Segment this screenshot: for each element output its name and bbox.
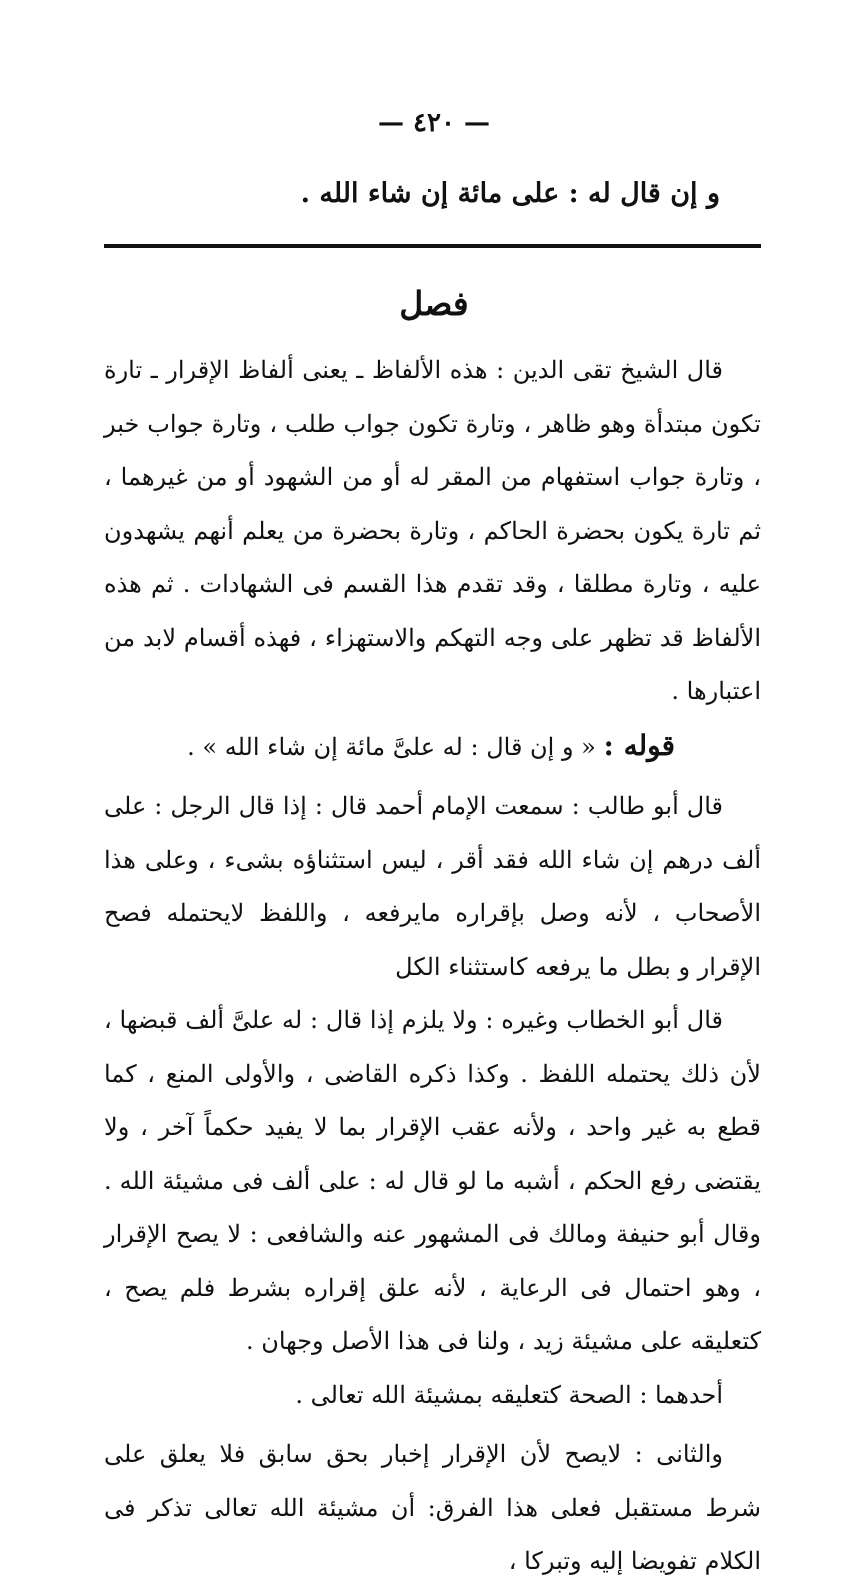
section-heading: فصل <box>399 284 469 323</box>
paragraph-2 <box>104 719 761 775</box>
section-divider <box>104 244 761 248</box>
paragraph-6: والثانى : لايصح لأن الإقرار إخبار بحق سابق فلا يعلق على شرط مستقبل فعلى هذا الفرق: أن مشيئة الله تعالى تذكر فى الكلام تفويضا إليه وتبركا ، <box>104 1440 762 1575</box>
body-text <box>104 344 761 1589</box>
qawl-label: قوله : <box>603 728 675 762</box>
paragraph-3: قال أبو طالب : سمعت الإمام أحمد قال : إذا قال الرجل : على ألف درهم إن شاء الله فقد أقر ، ليس استثناؤه بشىء ، وعلى هذا الأصحاب ، لأنه وصل بإقراره مايرفعه ، واللفظ لايحتمله فصح الإقرار و بطل ما يرفعه كاستثناء الكل <box>104 792 762 981</box>
paragraph-4: قال أبو الخطاب وغيره : ولا يلزم إذا قال : له علىَّ ألف قبضها ، لأن ذلك يحتمله اللفظ . وكذا ذكره القاضى ، والأولى المنع ، كما قطع به غير واحد ، ولأنه عقب الإقرار بما لا يفيد حكماً آخر ، ولا يقتضى رفع الحكم ، أشبه ما لو قال له : على ألف فى مشيئة الله . وقال أبو حنيفة ومالك فى المشهور عنه والشافعى : لا يصح الإقرار ، وهو احتمال فى الرعاية ، لأنه علق إقراره بشرط فلم يصح ، كتعليقه على مشيئة زيد ، ولنا فى هذا الأصل وجهان . <box>104 1006 761 1355</box>
paragraph-5: أحدهما : الصحة كتعليقه بمشيئة الله تعالى . <box>295 1380 723 1409</box>
page-number: — ٤٢٠ — <box>377 108 491 138</box>
quoted-text: « و إن قال : له علىَّ مائة إن شاء الله » . <box>187 732 596 761</box>
paragraph-1: قال الشيخ تقى الدين : هذه الألفاظ ـ يعنى ألفاظ الإقرار ـ تارة تكون مبتدأة وهو ظاهر ، وتارة تكون جواب طلب ، وتارة جواب خبر ، وتارة جواب استفهام من المقر له أو من الشهود أو من غيرهما ، ثم تارة يكون بحضرة الحاكم ، وتارة بحضرة من يعلم أنهم يشهدون عليه ، وتارة مطلقا ، وقد تقدم هذا القسم فى الشهادات . ثم هذه الألفاظ قد تظهر على وجه التهكم والاستهزاء ، فهذه أقسام لابد من اعتبارها . <box>104 356 762 705</box>
carryover-line: و إن قال له : على مائة إن شاء الله . <box>300 178 720 209</box>
